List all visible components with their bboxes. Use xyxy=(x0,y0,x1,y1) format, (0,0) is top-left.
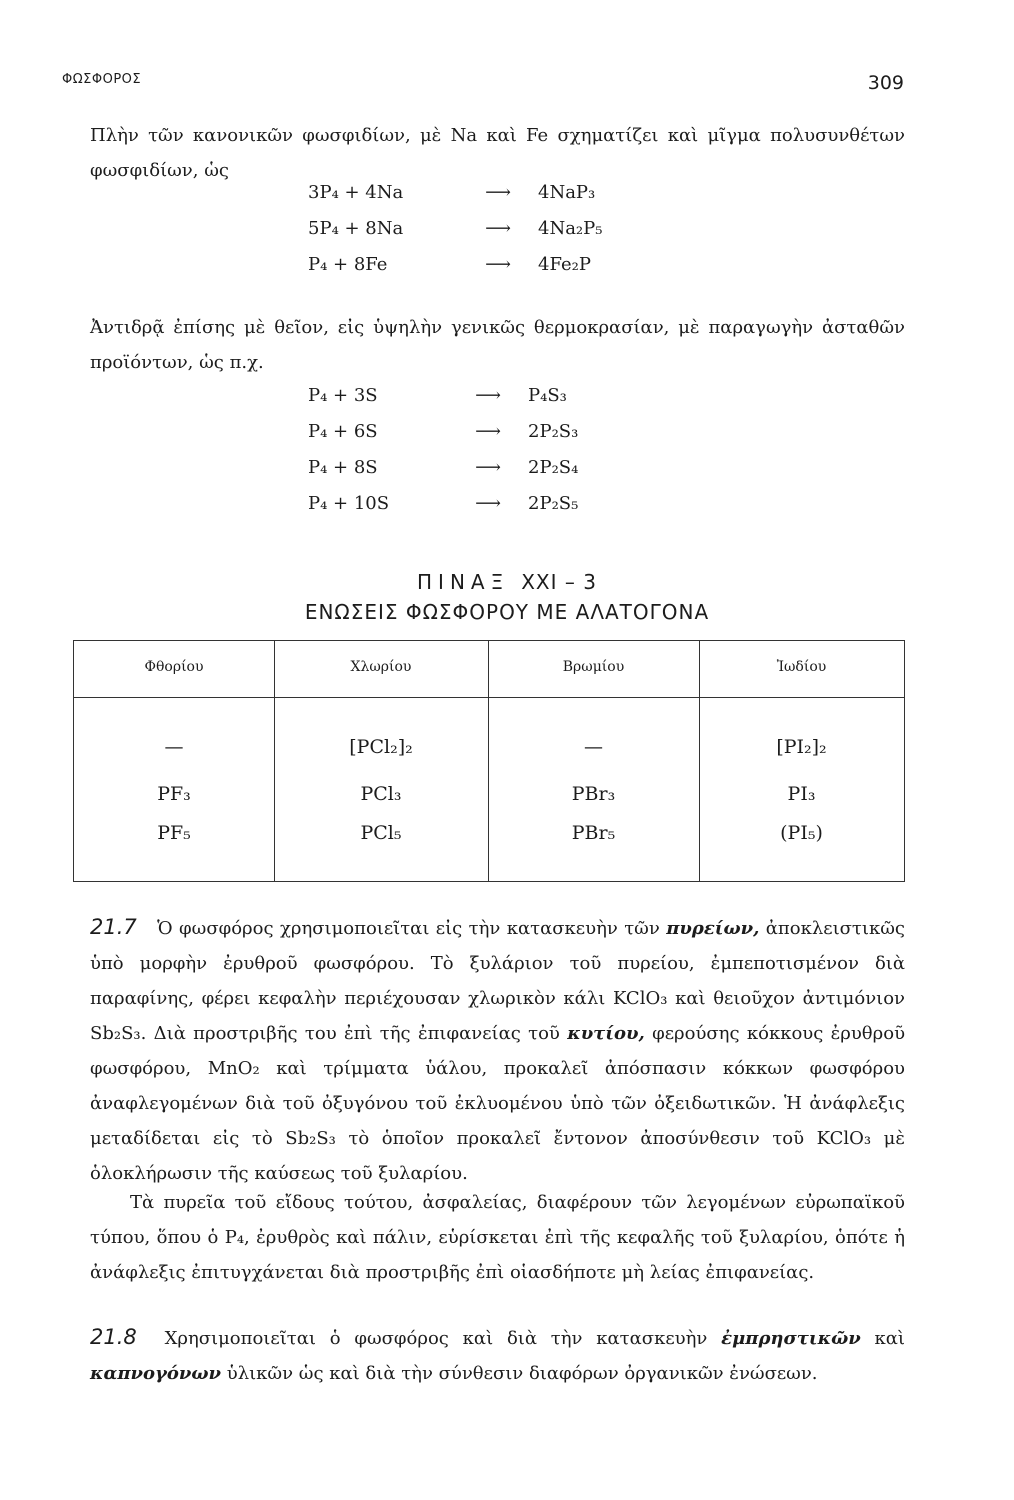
section-21-7: 21.7 Ὁ φωσφόρος χρησιμοποιεῖται εἰς τὴν κατασκευὴν τῶν πυρείων, ἀποκλειστικῶς ὑπὸ μορφὴν ἐρυθροῦ φωσφόρου. Τὸ ξυλάριον τοῦ πυρείου, ἐμπεποτισμένον διὰ παραφίνης, φέρει κεφαλὴν περιέχουσαν χλωρικὸν κάλι KClO₃ καὶ θειοῦχον ἀντιμόνιον Sb₂S₃. Διὰ προστριβῆς του ἐπὶ τῆς ἐπιφανείας τοῦ κυτίου, φερούσης κόκκους ἐρυθροῦ φωσφόρου, MnO₂ καὶ τρίμματα ὑάλου, προκαλεῖ ἀπόσπασιν κόκκων φωσφόρου ἀναφλεγομένων διὰ τοῦ ὀξυγόνου τοῦ ἐκλυομένου ὑπὸ τῶν ὀξειδωτικῶν. Ἡ ἀνάφλεξις μεταδίδεται εἰς τὸ Sb₂S₃ τὸ ὁποῖον προκαλεῖ ἔντονον ἀποσύνθεσιν τοῦ KClO₃ μὲ ὁλοκλήρωσιν τῆς καύσεως τοῦ ξυλαρίου. xyxy=(90,915,906,1184)
equation: P₄ + 6S ⟶ 2P₂S₃ xyxy=(308,421,579,442)
table-cell: PBr₅ xyxy=(571,822,616,844)
halide-table xyxy=(73,640,905,882)
safety-matches-paragraph: Τὰ πυρεῖα τοῦ εἴδους τούτου, ἀσφαλείας, διαφέρουν τῶν λεγομένων εὐρωπαϊκοῦ τύπου, ὅπου ὁ P₄, ἐρυθρὸς καὶ πάλιν, εὑρίσκεται ἐπὶ τῆς κεφαλῆς τοῦ ξυλαρίου, ὁπότε ἡ ἀνάφλεξις ἐπιτυγχάνεται διὰ προστριβῆς ἐπὶ οἱασδήποτε μὴ λείας ἐπιφανείας. xyxy=(90,1192,905,1283)
emphasis-term: κυτίου, xyxy=(567,1023,645,1044)
table-cell: PI₃ xyxy=(787,783,816,805)
header-fluorine: Φθορίου xyxy=(144,659,204,675)
equation: 5P₄ + 8Na ⟶ 4Na₂P₅ xyxy=(308,218,603,239)
intro-paragraph: Πλὴν τῶν κανονικῶν φωσφιδίων, μὲ Na καὶ Fe σχηματίζει καὶ μῖγμα πολυσυνθέτων φωσφιδίων, ὡς xyxy=(90,125,905,181)
table-cell: PCl₃ xyxy=(360,783,402,805)
emphasis-term: ἐμπρηστικῶν xyxy=(721,1328,861,1349)
table-title: ΕΝΩΣΕΙΣ ΦΩΣΦΟΡΟΥ ΜΕ ΑΛΑΤΟΓΟΝΑ xyxy=(304,600,710,624)
table-cell: — xyxy=(584,736,603,758)
sulfide-equations xyxy=(308,378,578,522)
header-chlorine: Χλωρίου xyxy=(350,659,412,675)
header-bromine: Βρωμίου xyxy=(562,659,625,675)
equation: P₄ + 3S ⟶ P₄S₃ xyxy=(308,385,567,406)
table-cell: [PCl₂]₂ xyxy=(349,736,413,758)
table-label: ΠΙΝΑΞ XXI – 3 xyxy=(417,570,597,594)
table-cell: PF₃ xyxy=(157,783,191,805)
section-number: 21.7 xyxy=(90,915,137,939)
equation: P₄ + 8S ⟶ 2P₂S₄ xyxy=(308,457,579,478)
equation: 3P₄ + 4Na ⟶ 4NaP₃ xyxy=(308,182,596,203)
emphasis-term: πυρείων, xyxy=(666,918,760,939)
table-cell: — xyxy=(164,736,184,758)
header-iodine: Ἰωδίου xyxy=(776,659,827,675)
table-cell: [PI₂]₂ xyxy=(776,736,827,758)
equation: P₄ + 10S ⟶ 2P₂S₅ xyxy=(308,493,579,514)
emphasis-term: καπνογόνων xyxy=(90,1363,222,1384)
running-title: ΦΩΣΦΟΡΟΣ xyxy=(62,72,142,87)
phosphide-equations xyxy=(308,175,602,283)
table-cell: (PI₅) xyxy=(780,822,823,844)
section-number: 21.8 xyxy=(90,1325,137,1349)
equation: P₄ + 8Fe ⟶ 4Fe₂P xyxy=(308,254,591,275)
sulfur-paragraph: Ἀντιδρᾷ ἐπίσης μὲ θεῖον, εἰς ὑψηλὴν γενικῶς θερμοκρασίαν, μὲ παραγωγὴν ἀσταθῶν προϊόντων, ὡς π.χ. xyxy=(90,317,905,373)
table-cell: PCl₅ xyxy=(360,822,402,844)
table-cell: PF₅ xyxy=(157,822,191,844)
page-number: 309 xyxy=(867,72,904,94)
section-21-8: 21.8 Χρησιμοποιεῖται ὁ φωσφόρος καὶ διὰ τὴν κατασκευὴν ἐμπρηστικῶν καὶ καπνογόνων ὑλικῶν ὡς καὶ διὰ τὴν σύνθεσιν διαφόρων ὀργανικῶν ἐνώσεων. xyxy=(90,1325,905,1384)
table-cell: PBr₃ xyxy=(571,783,616,805)
